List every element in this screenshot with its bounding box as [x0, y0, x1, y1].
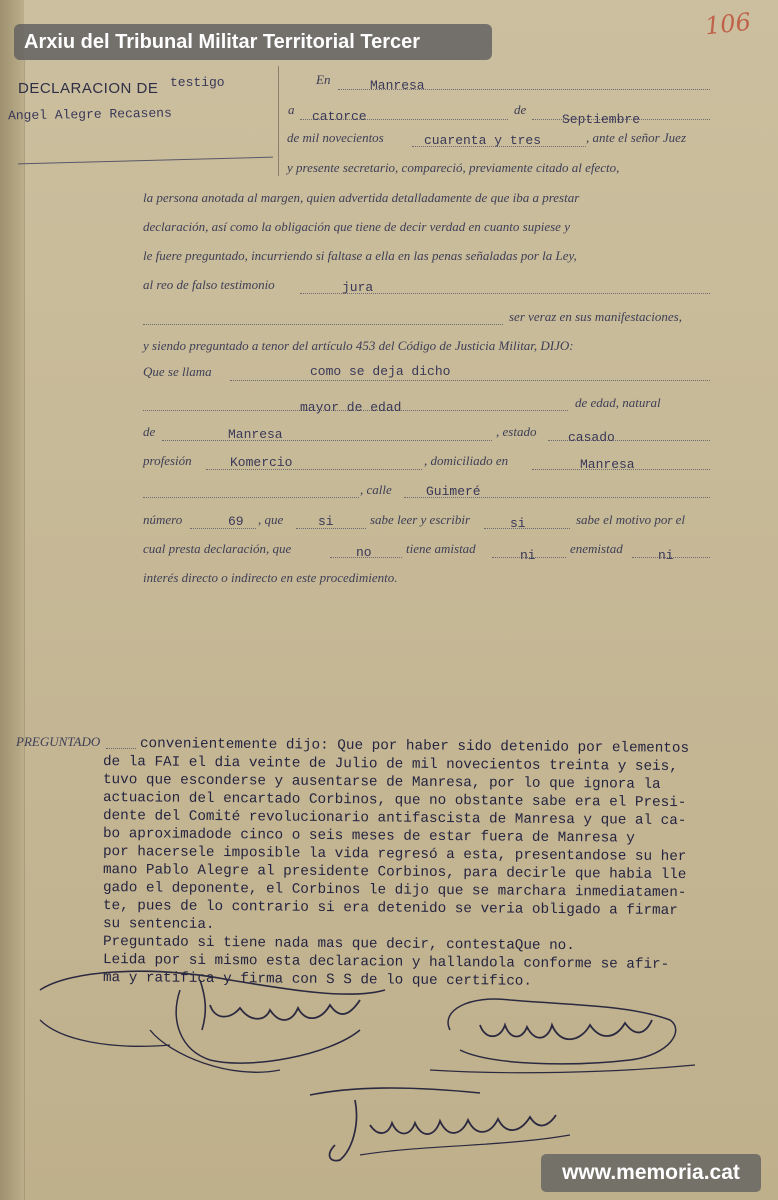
motivo-label: sabe el motivo por el [576, 512, 686, 527]
testimony-line: bo aproximadode cinco o seis meses de estar fuera de Manresa y [102, 826, 635, 847]
llama-line [230, 380, 710, 381]
preguntado-line [106, 748, 136, 749]
calle-value: Guimeré [426, 484, 481, 499]
testimony-line: su sentencia. [102, 916, 215, 933]
form-line-7: le fuere preguntado, incurriendo si faltase a ella en las penas señaladas por la Ley, [143, 248, 577, 263]
edad-value: mayor de edad [300, 400, 402, 415]
declaration-role: testigo [170, 75, 225, 90]
judge-signature [30, 960, 400, 1090]
veraz-text: ser veraz en sus manifestaciones, [509, 309, 682, 324]
natural-line [162, 440, 492, 441]
testimony-line: gado el deponente, el Corbinos le dijo que se marchara inmediatamen- [102, 880, 687, 902]
declaration-label: DECLARACION DE [18, 80, 159, 97]
header-rule [18, 157, 273, 165]
enemistad-value: ni [658, 548, 674, 563]
amistad-value: ni [520, 548, 536, 563]
articulo-text: y siendo preguntado a tenor del artículo 453 del Código de Justicia Militar, DIJO: [143, 338, 574, 353]
leer-value: si [318, 514, 334, 529]
witness-signature [430, 985, 700, 1080]
llama-value: como se deja dicho [310, 364, 451, 379]
estado-label: , estado [496, 424, 537, 439]
de-label: de [514, 102, 527, 117]
profesion-label: profesión [143, 453, 192, 468]
testimony-line: tuvo que esconderse y ausentarse de Manresa, por lo que ignora la [102, 772, 661, 793]
testimony-line: te, pues de lo contrario si era detenido se veria obligado a firmar [102, 898, 678, 920]
que-label: , que [258, 512, 284, 527]
archive-banner: Arxiu del Tribunal Militar Territorial Tercer [14, 24, 492, 60]
testimony-line: convenientemente dijo: Que por haber sido detenido por elementos [139, 736, 690, 757]
margin-line [24, 60, 25, 1200]
motivo-value: no [356, 545, 372, 560]
header-column-divider [278, 66, 279, 176]
oath-value: jura [342, 280, 374, 295]
watermark-url: www.memoria.cat [541, 1154, 761, 1192]
reo-label: al reo de falso testimonio [143, 277, 275, 292]
month-value: Septiembre [562, 112, 641, 127]
page-number: 106 [703, 7, 753, 41]
a-label: a [288, 102, 295, 117]
testimony-line: mano Pablo Alegre al presidente Corbinos, para decirle que habia lle [102, 862, 687, 884]
interes-text: interés directo o indirecto en este procedimiento. [143, 570, 398, 585]
numero-line [190, 528, 256, 529]
domicilio-label: , domiciliado en [424, 453, 509, 468]
day-value: catorce [312, 109, 367, 124]
form-line-4: y presente secretario, compareció, previamente citado al efecto, [287, 160, 620, 175]
en-label: En [316, 72, 331, 87]
testimony-line: actuacion del encartado Corbinos, que no obstante sabe era el Presi- [102, 790, 687, 812]
profesion-value: Komercio [230, 455, 293, 470]
secretary-signature [300, 1075, 580, 1170]
escribir-value: si [510, 516, 526, 531]
testimony-line: Preguntado si tiene nada mas que decir, contestaQue no. [102, 934, 575, 955]
year-prefix: de mil novecientos [287, 130, 384, 145]
place-value: Manresa [370, 78, 425, 93]
calle-label: , calle [360, 482, 392, 497]
form-line-6: declaración, así como la obligación que tiene de decir verdad en cuanto supiese y [143, 219, 570, 234]
veraz-line [143, 324, 503, 325]
cual-label: cual presta declaración, que [143, 541, 292, 556]
natural-de-label: de [143, 424, 156, 439]
year-value: cuarenta y tres [424, 133, 542, 148]
testimony-line: de la FAI el dia veinte de Julio de mil novecientos treinta y seis, [102, 754, 678, 776]
address-line [143, 497, 359, 498]
testimony-line: ma y ratifica y firma con S S de lo que certifico. [102, 970, 533, 990]
form-line-5: la persona anotada al margen, quien advertida detalladamente de que iba a prestar [143, 190, 580, 205]
page-binding-edge [0, 0, 24, 1200]
amistad-label: tiene amistad [406, 541, 476, 556]
year-suffix: , ante el señor Juez [586, 130, 687, 145]
estado-value: casado [568, 430, 615, 445]
edad-label: de edad, natural [575, 395, 661, 410]
enemistad-label: enemistad [570, 541, 623, 556]
numero-value: 69 [228, 514, 244, 529]
preguntado-label: PREGUNTADO [16, 734, 101, 749]
numero-label: número [143, 512, 183, 527]
leer-label: sabe leer y escribir [370, 512, 471, 527]
testimony-line: Leida por si mismo esta declaracion y hallandola conforme se afir- [102, 952, 670, 973]
declarant-name: Angel Alegre Recasens [7, 105, 172, 124]
natural-value: Manresa [228, 427, 283, 442]
testimony-line: por hacersele imposible la vida regresó a esta, presentandose su her [102, 844, 687, 866]
escribir-line [484, 528, 570, 529]
llama-label: Que se llama [143, 364, 212, 379]
testimony-line: dente del Comité revolucionario antifascista de Manresa y que al ca- [102, 808, 687, 830]
domicilio-value: Manresa [580, 457, 635, 472]
